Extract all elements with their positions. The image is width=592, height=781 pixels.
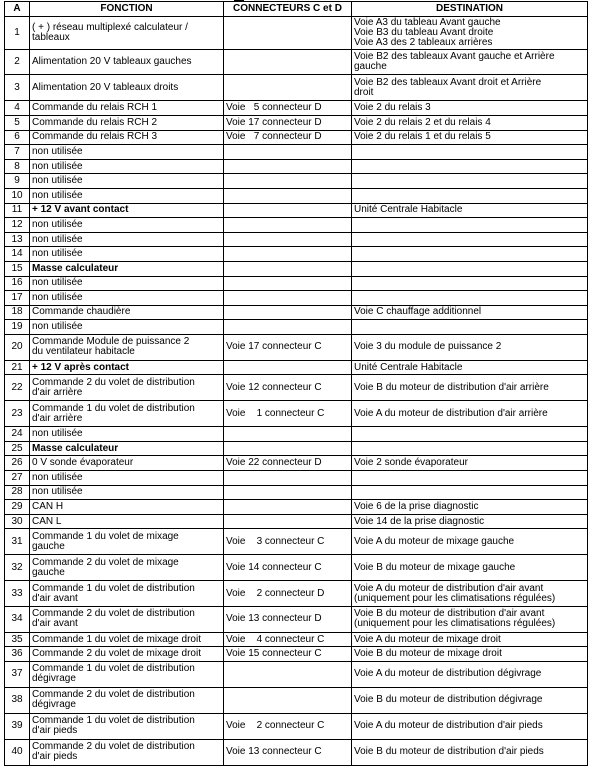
fonction-cell: non utilisée [30,232,224,247]
connecteur-cell [224,159,352,174]
fonction-cell: Commande 1 du volet de distribution dégivrage [30,662,224,688]
connecteur-cell [224,662,352,688]
header-connecteurs: CONNECTEURS C et D [224,2,352,17]
fonction-cell: non utilisée [30,470,224,485]
table-row [5,174,588,189]
destination-cell [352,188,588,203]
pin-number-cell: 34 [5,606,30,632]
connecteur-cell: Voie 17 connecteur C [224,334,352,360]
fonction-cell: Commande 2 du volet de distribution d'air pieds [30,739,224,765]
fonction-cell: non utilisée [30,320,224,335]
destination-cell: Voie A du moteur de distribution d'air avant (uniquement pour les climatisations régulées) [352,581,588,607]
connecteur-cell: Voie 12 connecteur C [224,375,352,401]
pin-number-cell: 20 [5,334,30,360]
destination-cell: Voie 14 de la prise diagnostic [352,514,588,529]
destination-cell: Voie B du moteur de mixage droit [352,647,588,662]
table-row [5,203,588,218]
destination-cell [352,174,588,189]
connecteur-cell [224,427,352,442]
table-row [5,159,588,174]
pin-number-cell: 3 [5,75,30,101]
fonction-cell: + 12 V avant contact [30,203,224,218]
table-row [5,470,588,485]
destination-cell: Voie B du moteur de distribution d'air arrière [352,375,588,401]
table-row [5,232,588,247]
pin-number-cell: 2 [5,49,30,75]
connecteur-cell: Voie 2 connecteur D [224,581,352,607]
connecteur-cell [224,174,352,189]
pin-number-cell: 9 [5,174,30,189]
connecteur-cell [224,188,352,203]
table-row [5,713,588,739]
fonction-cell: non utilisée [30,247,224,262]
pin-number-cell: 40 [5,739,30,765]
fonction-cell: non utilisée [30,427,224,442]
table-row [5,291,588,306]
pin-number-cell: 13 [5,232,30,247]
connecteur-cell: Voie 15 connecteur C [224,647,352,662]
header-fonction: FONCTION [30,2,224,17]
fonction-cell: non utilisée [30,218,224,233]
pin-number-cell: 28 [5,485,30,500]
table-row [5,188,588,203]
table-row [5,687,588,713]
table-header-row [5,2,588,17]
table-row [5,606,588,632]
table-row [5,555,588,581]
connecteur-cell: Voie 22 connecteur D [224,456,352,471]
destination-cell: Voie A du moteur de distribution dégivrage [352,662,588,688]
connecteur-cell: Voie 4 connecteur C [224,632,352,647]
fonction-cell: Commande du relais RCH 1 [30,101,224,116]
destination-cell [352,276,588,291]
table-row [5,375,588,401]
table-body [5,16,588,765]
fonction-cell: + 12 V après contact [30,360,224,375]
fonction-cell: Masse calculateur [30,261,224,276]
fonction-cell: CAN H [30,500,224,515]
destination-cell: Voie B du moteur de distribution dégivrage [352,687,588,713]
connecteur-cell [224,500,352,515]
table-row [5,485,588,500]
fonction-cell: Alimentation 20 V tableaux gauches [30,49,224,75]
pin-number-cell: 14 [5,247,30,262]
connecteur-cell [224,485,352,500]
fonction-cell: Commande Module de puissance 2 du ventilateur habitacle [30,334,224,360]
fonction-cell: non utilisée [30,159,224,174]
pin-number-cell: 27 [5,470,30,485]
fonction-cell: non utilisée [30,291,224,306]
destination-cell: Voie 2 sonde évaporateur [352,456,588,471]
pin-number-cell: 33 [5,581,30,607]
pin-number-cell: 16 [5,276,30,291]
pin-number-cell: 21 [5,360,30,375]
table-row [5,145,588,160]
connecteur-cell [224,360,352,375]
table-row [5,218,588,233]
fonction-cell: Commande du relais RCH 3 [30,130,224,145]
fonction-cell: Alimentation 20 V tableaux droits [30,75,224,101]
pin-number-cell: 8 [5,159,30,174]
pin-number-cell: 12 [5,218,30,233]
table-row [5,75,588,101]
pin-number-cell: 23 [5,401,30,427]
table-row [5,632,588,647]
table-row [5,662,588,688]
fonction-cell: non utilisée [30,485,224,500]
destination-cell [352,441,588,456]
fonction-cell: 0 V sonde évaporateur [30,456,224,471]
pin-number-cell: 35 [5,632,30,647]
fonction-cell: Commande 1 du volet de distribution d'air arrière [30,401,224,427]
pin-number-cell: 17 [5,291,30,306]
pin-number-cell: 39 [5,713,30,739]
destination-cell: Voie A3 du tableau Avant gauche Voie B3 du tableau Avant droite Voie A3 des 2 tableaux arrières [352,16,588,49]
pin-number-cell: 7 [5,145,30,160]
connecteur-cell [224,291,352,306]
connecteur-cell [224,247,352,262]
fonction-cell: non utilisée [30,145,224,160]
fonction-cell: ( + ) réseau multiplexé calculateur / tableaux [30,16,224,49]
destination-cell [352,218,588,233]
destination-cell: Unité Centrale Habitacle [352,360,588,375]
destination-cell [352,291,588,306]
table-row [5,247,588,262]
connecteur-cell [224,514,352,529]
table-row [5,305,588,320]
destination-cell: Voie A du moteur de mixage gauche [352,529,588,555]
destination-cell: Voie B2 des tableaux Avant gauche et Arrière gauche [352,49,588,75]
fonction-cell: Commande 1 du volet de distribution d'air avant [30,581,224,607]
destination-cell [352,320,588,335]
pin-number-cell: 1 [5,16,30,49]
fonction-cell: Commande 1 du volet de distribution d'air pieds [30,713,224,739]
connecteur-cell [224,145,352,160]
destination-cell [352,232,588,247]
pin-number-cell: 4 [5,101,30,116]
fonction-cell: non utilisée [30,174,224,189]
connecteur-cell [224,232,352,247]
pin-number-cell: 30 [5,514,30,529]
connecteur-cell [224,470,352,485]
destination-cell: Voie B du moteur de distribution d'air avant (uniquement pour les climatisations régulées) [352,606,588,632]
table-row [5,427,588,442]
destination-cell: Voie 2 du relais 1 et du relais 5 [352,130,588,145]
pin-number-cell: 19 [5,320,30,335]
pin-number-cell: 32 [5,555,30,581]
pin-number-cell: 10 [5,188,30,203]
table-row [5,101,588,116]
table-row [5,401,588,427]
connecteur-cell [224,16,352,49]
destination-cell: Voie A du moteur de distribution d'air arrière [352,401,588,427]
fonction-cell: Commande chaudière [30,305,224,320]
connecteur-cell: Voie 14 connecteur C [224,555,352,581]
destination-cell [352,261,588,276]
table-row [5,514,588,529]
connecteur-cell [224,305,352,320]
connecteur-cell: Voie 3 connecteur C [224,529,352,555]
destination-cell: Voie 2 du relais 3 [352,101,588,116]
pin-number-cell: 38 [5,687,30,713]
table-row [5,441,588,456]
connecteur-cell [224,320,352,335]
destination-cell [352,247,588,262]
destination-cell [352,427,588,442]
table-row [5,529,588,555]
destination-cell: Voie B du moteur de distribution d'air pieds [352,739,588,765]
destination-cell [352,159,588,174]
connecteur-cell: Voie 17 connecteur D [224,115,352,130]
connecteur-cell: Voie 13 connecteur D [224,606,352,632]
destination-cell: Voie B2 des tableaux Avant droit et Arrière droit [352,75,588,101]
fonction-cell: Commande 1 du volet de mixage gauche [30,529,224,555]
connecteur-cell: Voie 7 connecteur D [224,130,352,145]
pin-number-cell: 24 [5,427,30,442]
connecteur-cell [224,687,352,713]
destination-cell [352,485,588,500]
table-row [5,581,588,607]
header-a: A [5,2,30,17]
connecteur-cell: Voie 5 connecteur D [224,101,352,116]
fonction-cell: CAN L [30,514,224,529]
table-row [5,739,588,765]
pin-number-cell: 29 [5,500,30,515]
table-row [5,360,588,375]
table-row [5,115,588,130]
table-row [5,49,588,75]
fonction-cell: Commande 1 du volet de mixage droit [30,632,224,647]
destination-cell: Voie 6 de la prise diagnostic [352,500,588,515]
table-row [5,334,588,360]
destination-cell: Unité Centrale Habitacle [352,203,588,218]
fonction-cell: Commande 2 du volet de mixage droit [30,647,224,662]
destination-cell: Voie A du moteur de mixage droit [352,632,588,647]
connecteur-cell [224,75,352,101]
table-row [5,16,588,49]
fonction-cell: Commande 2 du volet de distribution d'air avant [30,606,224,632]
table-row [5,647,588,662]
fonction-cell: non utilisée [30,188,224,203]
connecteur-cell [224,261,352,276]
fonction-cell: Masse calculateur [30,441,224,456]
destination-cell [352,145,588,160]
connecteur-cell [224,203,352,218]
pin-number-cell: 6 [5,130,30,145]
header-destination: DESTINATION [352,2,588,17]
table-row [5,500,588,515]
fonction-cell: Commande 2 du volet de distribution dégivrage [30,687,224,713]
fonction-cell: non utilisée [30,276,224,291]
destination-cell: Voie 3 du module de puissance 2 [352,334,588,360]
connecteur-cell [224,276,352,291]
connecteur-cell: Voie 2 connecteur C [224,713,352,739]
connecteur-cell: Voie 13 connecteur C [224,739,352,765]
pin-number-cell: 25 [5,441,30,456]
connecteur-cell [224,441,352,456]
fonction-cell: Commande du relais RCH 2 [30,115,224,130]
destination-cell: Voie 2 du relais 2 et du relais 4 [352,115,588,130]
pin-number-cell: 18 [5,305,30,320]
table-row [5,456,588,471]
destination-cell: Voie A du moteur de distribution d'air pieds [352,713,588,739]
table-row [5,276,588,291]
destination-cell: Voie B du moteur de mixage gauche [352,555,588,581]
pin-number-cell: 11 [5,203,30,218]
connecteur-cell: Voie 1 connecteur C [224,401,352,427]
table-row [5,130,588,145]
pinout-table [4,1,588,766]
fonction-cell: Commande 2 du volet de distribution d'air arrière [30,375,224,401]
connecteur-cell [224,49,352,75]
pin-number-cell: 31 [5,529,30,555]
connecteur-cell [224,218,352,233]
pin-number-cell: 5 [5,115,30,130]
pin-number-cell: 37 [5,662,30,688]
pin-number-cell: 22 [5,375,30,401]
destination-cell: Voie C chauffage additionnel [352,305,588,320]
pin-number-cell: 15 [5,261,30,276]
table-row [5,261,588,276]
pin-number-cell: 36 [5,647,30,662]
destination-cell [352,470,588,485]
pin-number-cell: 26 [5,456,30,471]
table-row [5,320,588,335]
fonction-cell: Commande 2 du volet de mixage gauche [30,555,224,581]
